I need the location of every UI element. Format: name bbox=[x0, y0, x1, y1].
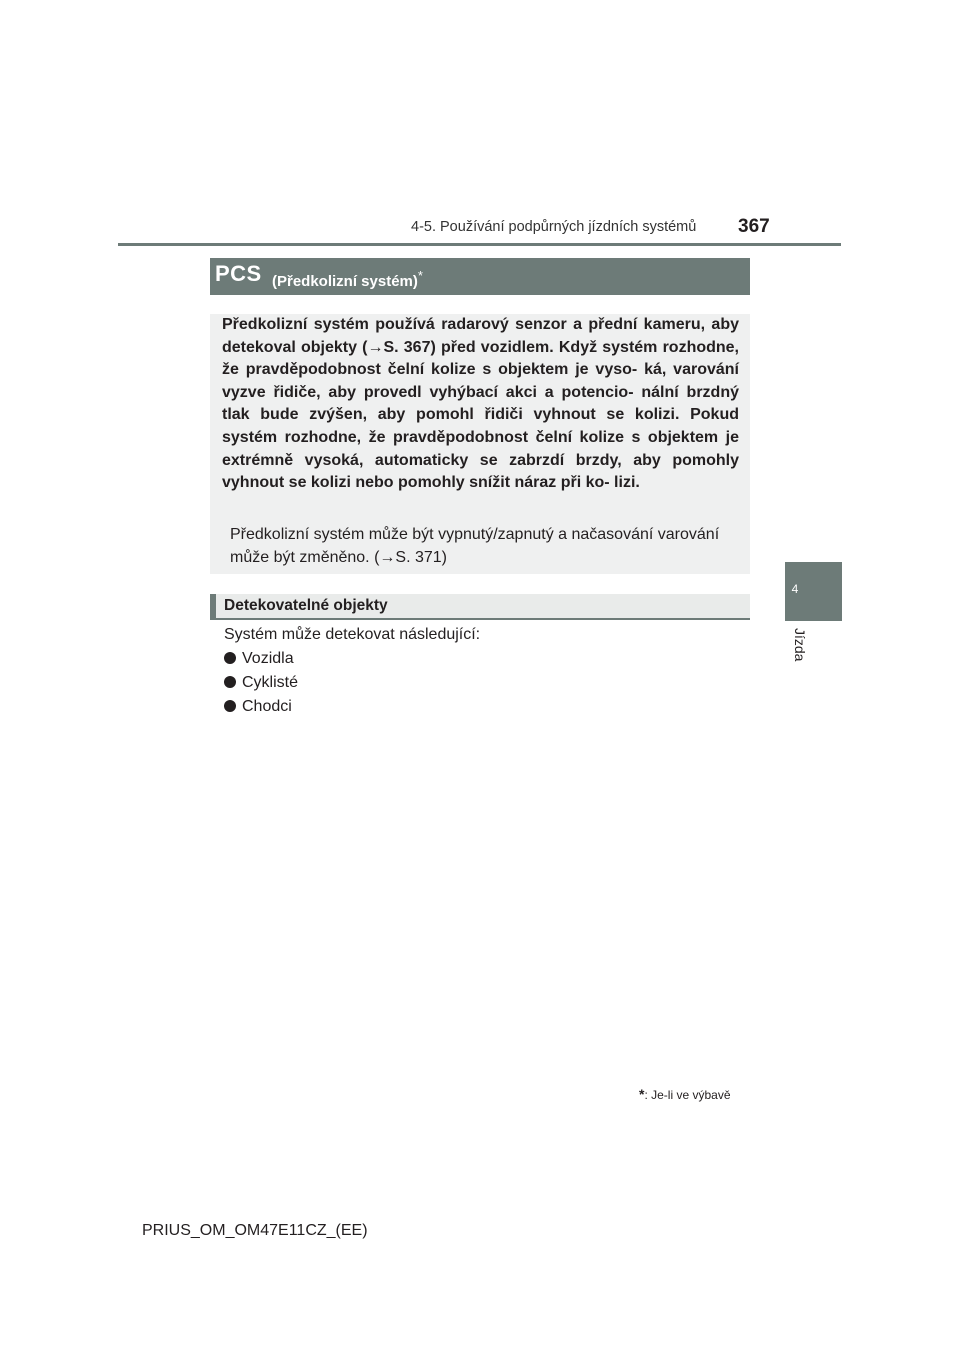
bullet-icon bbox=[224, 676, 236, 688]
list-item-text: Cyklisté bbox=[242, 674, 299, 691]
chapter-tab-label: Jízda bbox=[792, 628, 808, 662]
page-number: 367 bbox=[738, 216, 770, 237]
bullet-icon bbox=[224, 652, 236, 664]
section-title-subtitle-text: (Předkolizní systém) bbox=[272, 273, 418, 290]
asterisk-icon: * bbox=[417, 268, 423, 283]
section-title-bar bbox=[210, 258, 750, 295]
list-item-text: Chodci bbox=[242, 698, 292, 715]
detectable-objects-list bbox=[224, 650, 298, 722]
footnote bbox=[639, 1086, 731, 1102]
intro-note: Předkolizní systém může být vypnutý/zapnutý a načasování varování může být změněno. (→S. 371) bbox=[230, 526, 720, 566]
footnote-text: : Je-li ve výbavě bbox=[644, 1088, 731, 1102]
list-item bbox=[224, 674, 298, 698]
intro-box bbox=[210, 314, 750, 574]
section-title-main: PCS bbox=[215, 261, 262, 286]
intro-paragraph: Předkolizní systém používá radarový senzor a přední kameru, aby detekoval objekty (→S. 367) před vozidlem. Když systém rozhodne, že pravděpodobnost čelní kolize s objektem je vyso- ká, varování vyzve řidiče, aby provedl vyhýbací akci a potencio- nální brzdný tlak bude zvýšen, aby pomohl řidiči vyhnout se kolizi. Pokud systém rozhodne, že pravděpodobnost čelní kolize s objektem je extrémně vysoká, automaticky se zabrzdí brzdy, aby pomohly vyhnout se kolizi nebo pomohly snížit náraz při ko- lizi. bbox=[222, 316, 739, 492]
chapter-tab bbox=[785, 562, 842, 621]
chapter-tab-number: 4 bbox=[791, 582, 799, 596]
subsection-header bbox=[210, 594, 750, 620]
header-rule bbox=[118, 243, 841, 246]
running-header-section-title: 4-5. Používání podpůrných jízdních systémů bbox=[411, 219, 697, 235]
section-title-subtitle bbox=[272, 268, 423, 290]
list-item bbox=[224, 650, 298, 674]
list-item bbox=[224, 698, 298, 722]
subsection-title: Detekovatelné objekty bbox=[224, 597, 388, 614]
subsection-lead-text: Systém může detekovat následující: bbox=[224, 626, 481, 643]
footnote-asterisk-icon: * bbox=[639, 1086, 645, 1102]
footer-document-code: PRIUS_OM_OM47E11CZ_(EE) bbox=[142, 1222, 368, 1239]
list-item-text: Vozidla bbox=[242, 650, 294, 667]
bullet-icon bbox=[224, 700, 236, 712]
